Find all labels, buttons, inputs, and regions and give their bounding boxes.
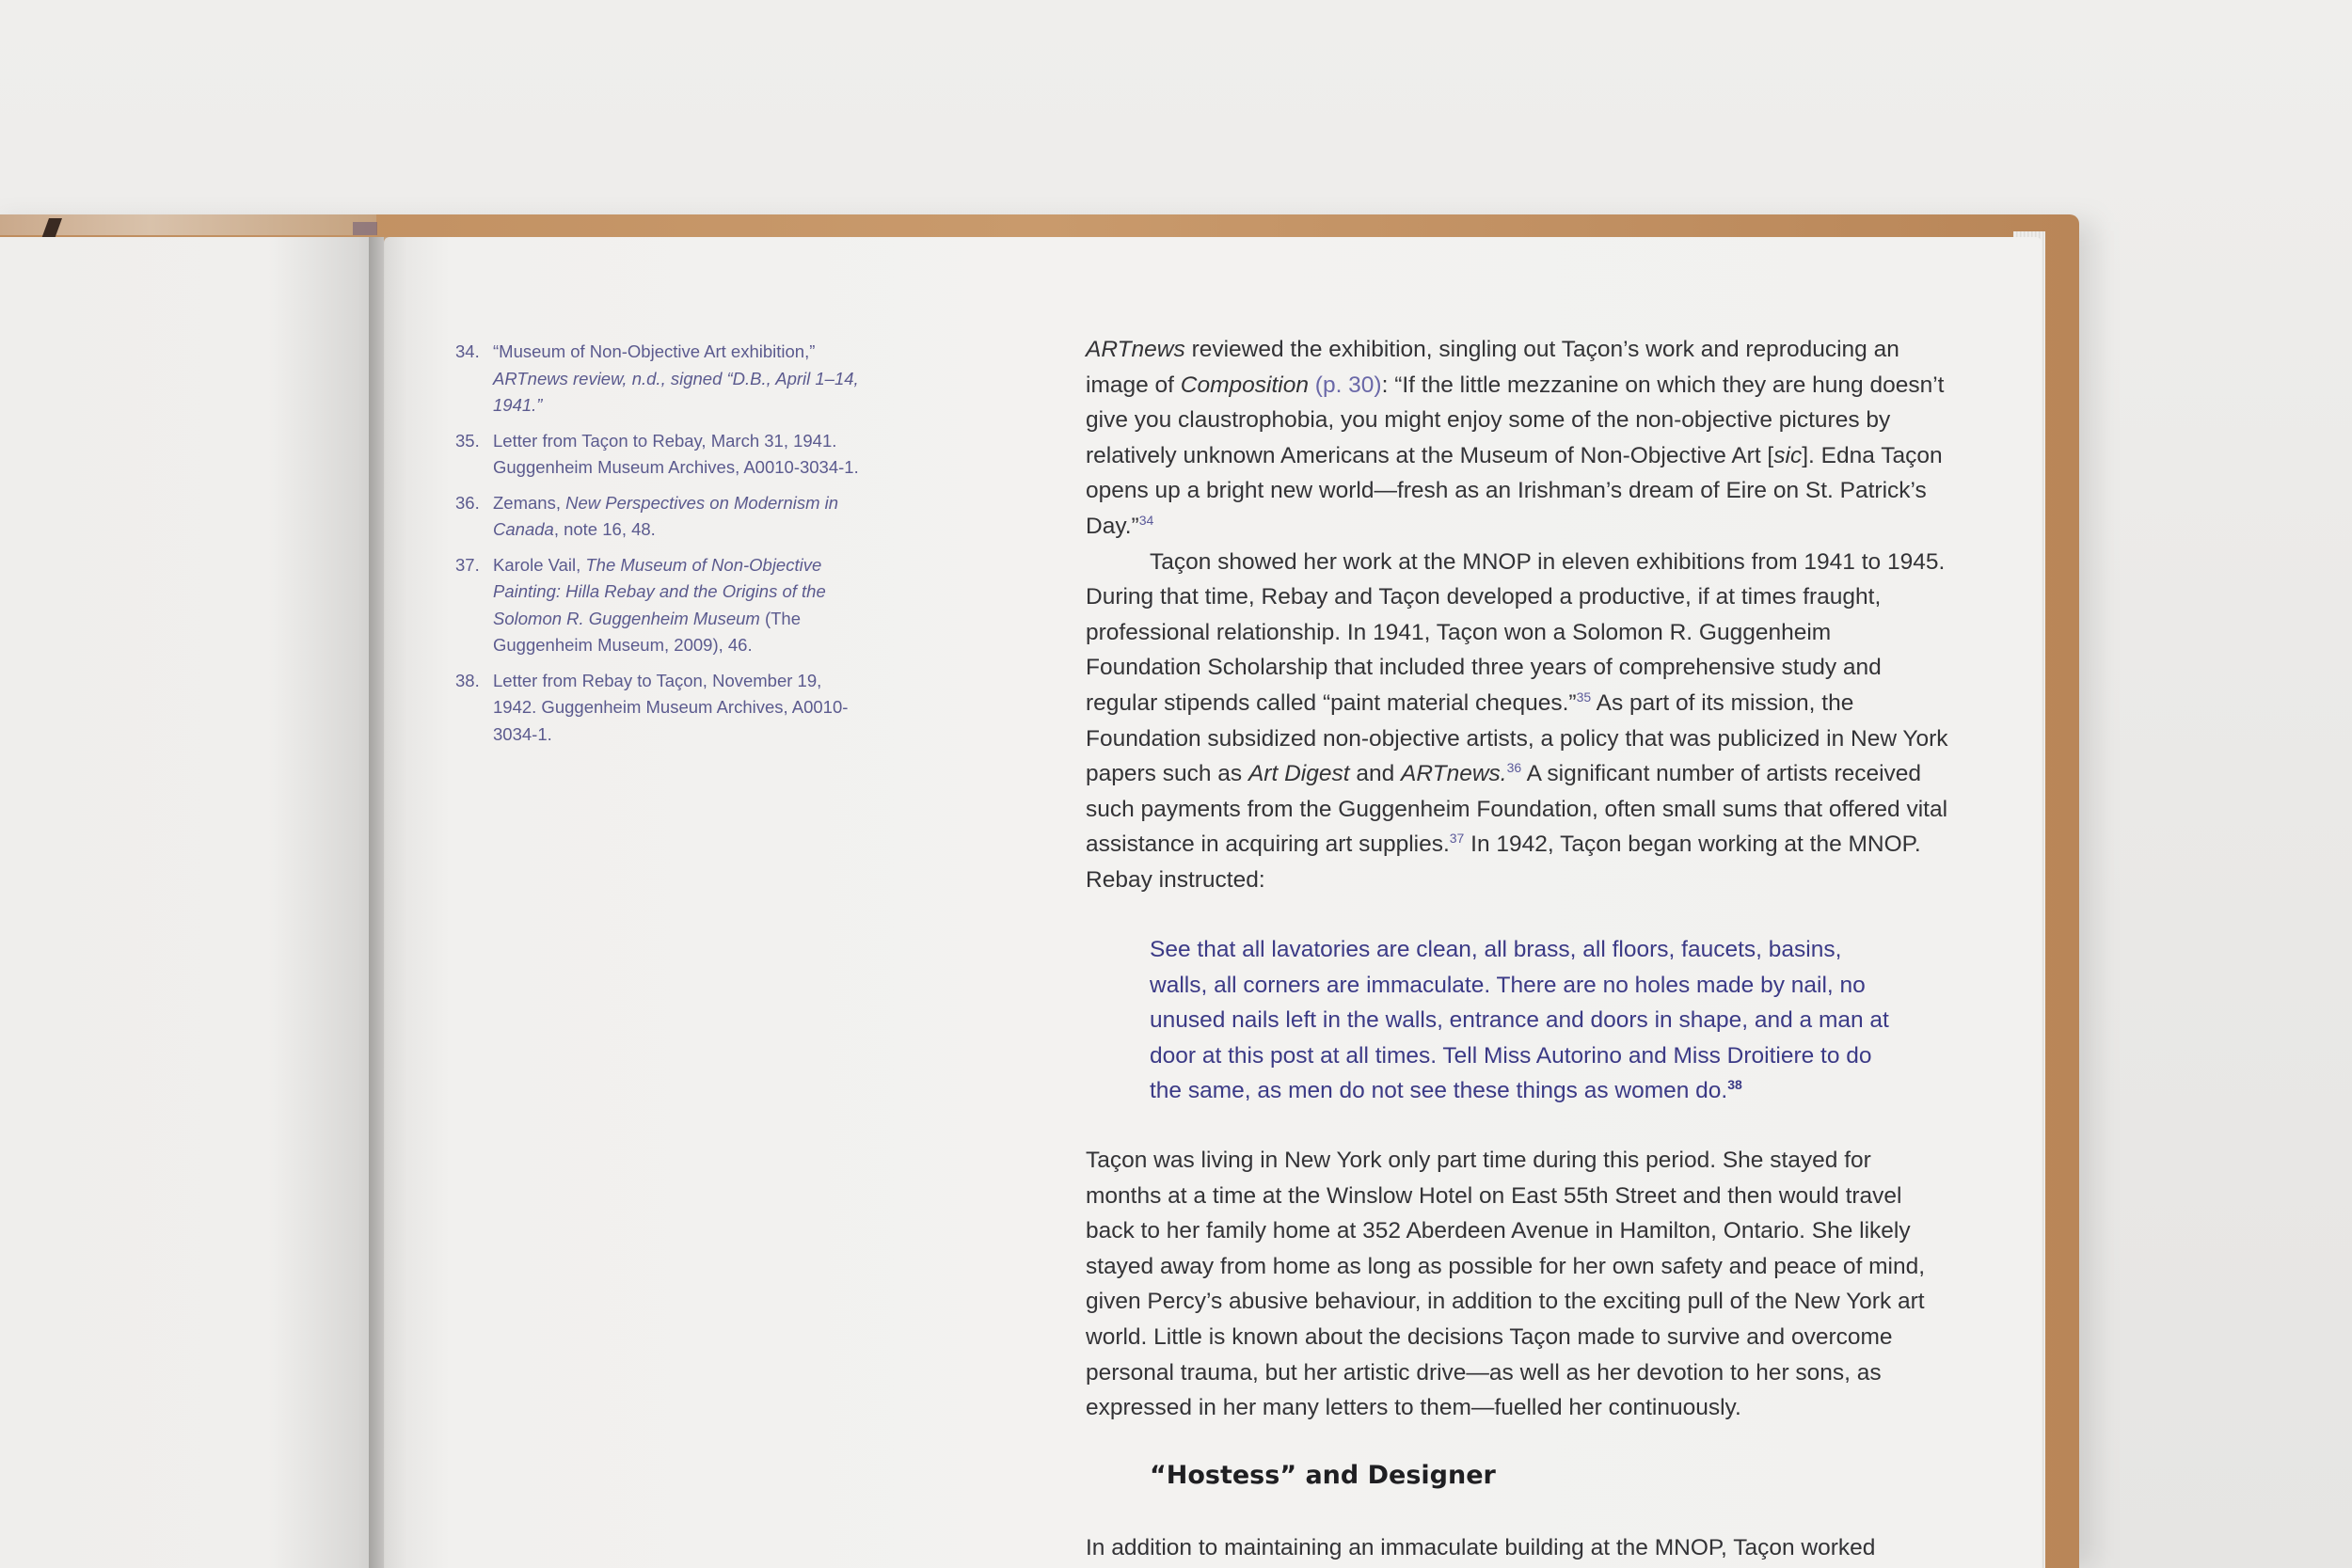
footnote — [455, 339, 869, 420]
footnote-text — [493, 428, 869, 482]
footnote-text-run: Karole Vail, — [493, 554, 586, 575]
footnote-text — [493, 339, 869, 420]
footnote-number: 35. — [455, 430, 480, 451]
footnote-marker[interactable]: 35 — [1576, 689, 1592, 705]
text-run: Taçon showed her work at the MNOP in eleven exhibitions from 1941 to 1945. During that time, Rebay and Taçon developed a productive, if at times fraught, professional relationship. In 1941, Taçon won a Solomon R. Guggenheim Foundation Scholarship that included three years of comprehensive study and regular stipends called “paint material cheques.” — [1086, 548, 1946, 716]
text-run: : “If the little mezzanine on which they are hung doesn’t give you claustrophobia, you might enjoy some of the non-objective pictures by relatively unknown Americans at the Museum of Non-Objective Art [ — [1086, 372, 1945, 468]
publication-title: ARTnews — [1086, 337, 1185, 362]
footnote-text-run: The Museum of Non-Objective Painting: Hilla Rebay and the Origins of the Solomon R. Guggenheim Museum — [493, 554, 826, 628]
main-text — [1086, 1143, 1951, 1426]
footnote-number: 34. — [455, 341, 480, 361]
footnote-number: 36. — [455, 492, 480, 513]
main-text — [1086, 1530, 1951, 1566]
spine-mark — [353, 222, 377, 235]
quote-text: See that all lavatories are clean, all brass, all floors, faucets, basins, walls, all corners are immaculate. There are no holes made by nail, no unused nails left in the walls, entrance and doors in shape, and a man at door at this post at all times. Tell Miss Autorino and Miss Droitiere to do the same, as men do not see these things as women do. — [1150, 937, 1889, 1104]
publication-title: Art Digest — [1248, 761, 1350, 787]
footnote-text-run: ARTnews — [493, 368, 568, 388]
footnote-text — [493, 668, 869, 749]
footnote — [455, 428, 869, 482]
footnote-number: 38. — [455, 670, 480, 690]
footnote-text-run: review, n.d., signed “D.B., April 1–14, 1941.” — [493, 368, 859, 415]
paragraph — [1086, 545, 1951, 898]
page-reference-link[interactable]: (p. 30) — [1314, 372, 1382, 398]
footnote-text — [493, 552, 869, 659]
footnote-marker[interactable]: 36 — [1506, 760, 1522, 776]
footnote-text-run: Letter from Taçon to Rebay, March 31, 1941. Guggenheim Museum Archives, A0010-3034-1. — [493, 430, 859, 477]
footnote-text-run: Letter from Rebay to Taçon, November 19, 1942. Guggenheim Museum Archives, A0010-3034-1. — [493, 670, 849, 744]
footnote-text-run: “Museum of Non-Objective Art exhibition,” — [493, 341, 816, 361]
text-run: A significant number of artists received such payments from the Guggenheim Foundation, often small sums that offered vital assistance in acquiring art supplies. — [1086, 761, 1948, 858]
footnote-text-run: , note 16, 48. — [553, 519, 656, 539]
footnote-marker[interactable]: 34 — [1138, 512, 1154, 528]
footnote — [455, 668, 869, 749]
footnote-text-run: New Perspectives on Modernism in Canada — [493, 492, 839, 539]
block-quote — [1150, 932, 1902, 1109]
main-text — [1086, 332, 1951, 898]
footnote-marker[interactable]: 37 — [1449, 831, 1465, 847]
publication-title: ARTnews. — [1401, 761, 1507, 787]
footnote-text-run: Zemans, — [493, 492, 566, 513]
footnote-text — [493, 490, 869, 544]
text-run: and — [1349, 761, 1402, 787]
footnotes — [455, 339, 869, 756]
left-page — [0, 237, 384, 1568]
footnote — [455, 490, 869, 544]
paragraph: Taçon was living in New York only part time during this period. She stayed for months at a time at the Winslow Hotel on East 55th Street and then would travel back to her family home at 352 Aberdeen Avenue in Hamilton, Ontario. She likely stayed away from home as long as possible for her own safety and peace of mind, given Percy’s abusive behaviour, in addition to the exciting pull of the New York art world. Little is known about the decisions Taçon made to survive and overcome personal trauma, but her artistic drive—as well as her devotion to her sons, as expressed in her many letters to them—fuelled her continuously. — [1086, 1148, 1926, 1421]
text-run: As part of its mission, the Foundation subsidized non-objective artists, a policy that was publicized in New York papers such as — [1086, 689, 1948, 787]
footnote-number: 37. — [455, 554, 480, 575]
book-gutter — [369, 237, 406, 1568]
text-run: In 1942, Taçon began working at the MNOP. Rebay instructed: — [1086, 832, 1921, 893]
text-run — [1309, 372, 1315, 398]
section-heading: “Hostess” and Designer — [1150, 1461, 1496, 1490]
artwork-title: Composition — [1180, 372, 1309, 398]
footnote — [455, 552, 869, 659]
footnote-text-run: (The Guggenheim Museum, 2009), 46. — [493, 608, 801, 655]
footnote-marker[interactable]: 38 — [1727, 1077, 1742, 1093]
paragraph — [1086, 332, 1951, 545]
paragraph: In addition to maintaining an immaculate building at the MNOP, Taçon worked — [1086, 1535, 1876, 1560]
text-run: ]. Edna Taçon opens up a bright new world—fresh as an Irishman’s dream of Eire on St. Patrick’s Day.” — [1086, 442, 1943, 539]
text-run: reviewed the exhibition, singling out Taçon’s work and reproducing an image of — [1086, 337, 1899, 398]
text-run: sic — [1773, 442, 1803, 468]
